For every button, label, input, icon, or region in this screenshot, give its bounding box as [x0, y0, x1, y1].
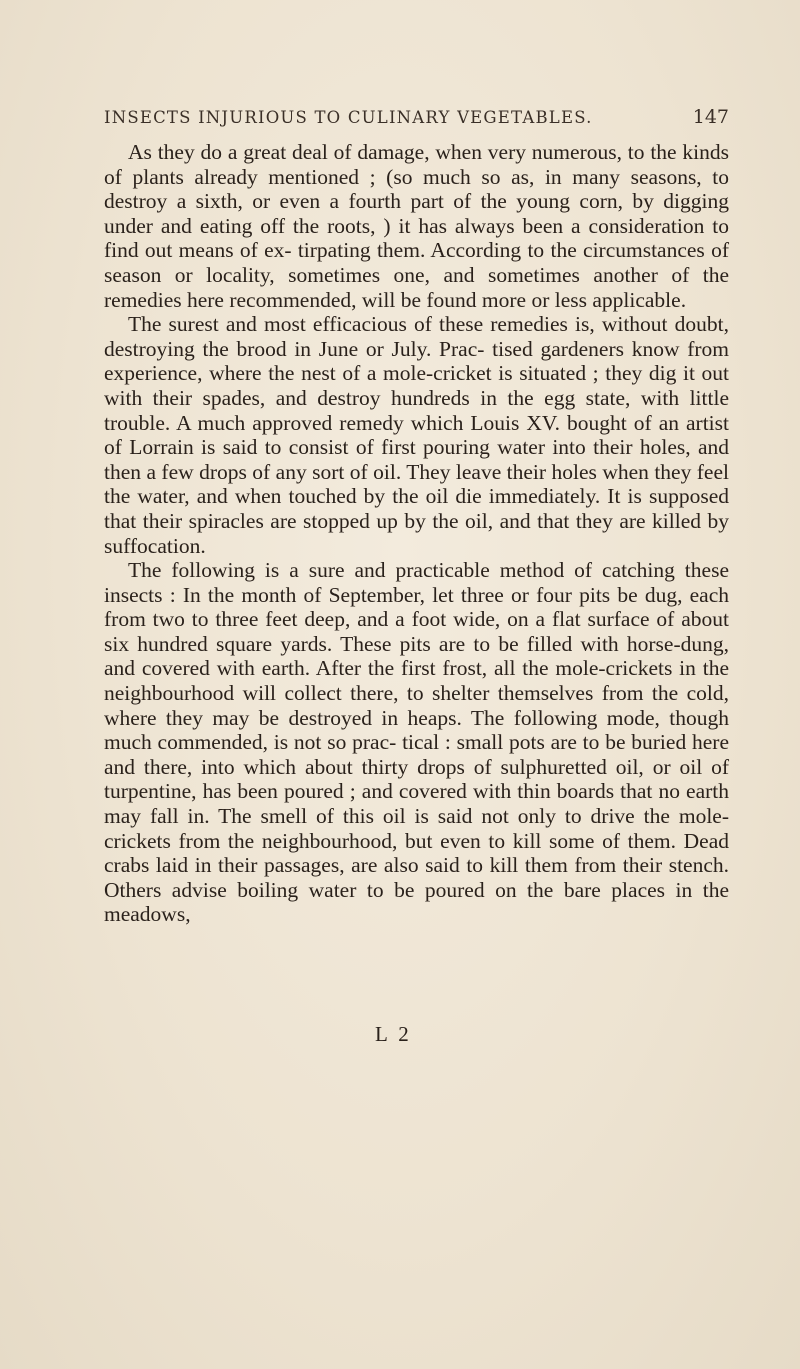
paragraph: As they do a great deal of damage, when very numerous, to the kinds of plants already mentioned ; (so much so as, in many seasons, to destroy a sixth, or even a fourth part of the young corn, by digging under and eating off the roots, ) it has always been a consideration to find out means of ex- tirpating them. According to the circumstances of season or locality, sometimes one, and sometimes another of the remedies here recommended, will be found more or less applicable.	[104, 140, 729, 312]
running-head	[104, 106, 729, 128]
paragraph: The surest and most efficacious of these remedies is, without doubt, destroying the brood in June or July. Prac- tised gardeners know from experience, where the nest of a mole-cricket is situated ; they dig it out with their spades, and destroy hundreds in the egg state, with little trouble. A much approved remedy which Louis XV. bought of an artist of Lorrain is said to consist of first pouring water into their holes, and then a few drops of any sort of oil. They leave their holes when they feel the water, and when touched by the oil die immediately. It is supposed that their spiracles are stopped up by the oil, and that they are killed by suffocation.	[104, 312, 729, 558]
page-number: 147	[692, 106, 729, 128]
signature-mark: L 2	[375, 1022, 412, 1046]
paragraph: The following is a sure and practicable method of catching these insects : In the month of September, let three or four pits be dug, each from two to three feet deep, and a foot wide, on a flat surface of about six hundred square yards. These pits are to be filled with horse-dung, and covered with earth. After the first frost, all the mole-crickets in the neighbourhood will collect there, to shelter themselves from the cold, where they may be destroyed in heaps. The following mode, though much commended, is not so prac- tical : small pots are to be buried here and there, into which about thirty drops of sulphuretted oil, or oil of turpentine, has been poured ; and covered with thin boards that no earth may fall in. The smell of this oil is said not only to drive the mole-crickets from the neighbourhood, but even to kill some of them. Dead crabs laid in their passages, are also said to kill them from their stench. Others advise boiling water to be poured on the bare places in the meadows,	[104, 558, 729, 927]
running-head-title: INSECTS INJURIOUS TO CULINARY VEGETABLES.	[104, 108, 593, 127]
body-text	[104, 140, 729, 927]
